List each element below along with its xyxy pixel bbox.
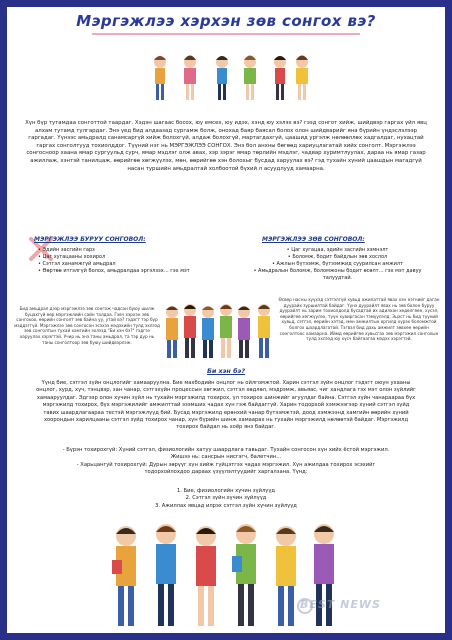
kid-5: [274, 56, 286, 100]
wrong-choice-heading: МЭРГЭЖЛЭЭ БУРУУ СОНГОВОЛ:: [34, 236, 146, 243]
children-group-illustration: [160, 300, 278, 362]
factor-item: 1. Бие, физиологийн хүчин зүйлүүд: [177, 488, 275, 494]
kid-1: [154, 56, 166, 100]
list-item: • Сэтгэл ханамжгүй амьдрал: [38, 261, 116, 267]
kid-6: [296, 56, 308, 101]
student-3: [196, 526, 216, 626]
list-item: • Өөртөө итгэлгүй болох, амьдралдаа эргэлзэх… гэх мэт: [38, 268, 190, 274]
factor-item: 2. Сэтгэл зүйн хүчин зүйлүүд: [185, 495, 267, 502]
title-underline: [92, 33, 360, 35]
right-choice-list: [250, 247, 425, 282]
bullet-item: - Бүрэн тохирохгүй: Хүний сэтгэл, физиологийн хатуу шаардлага тавьдаг. Тухайн сонгосон хүн хийх ёстой мэргэжил. Жишээ нь: сансрын нисгэгч, балетчин…: [62, 447, 390, 461]
suitability-bullets: [60, 447, 392, 477]
factors-list: [0, 488, 452, 510]
who-am-i-heading: Би хэн бэ?: [206, 367, 246, 375]
intro-paragraph: Хүн бүр тутамдаа сонготтой таардаг. Хэдэн шагаас босох, юу емсех, юу идэх, хэнд юу хэлэх вэ? гээд сонгот хийж, шийдвэр гаргах үйл явц алхам тутамд тулгардаг. Энэ үед бид алдаазад сургамж болж, онохад баяр баясал болох олон шийдварийг яна бүрийн үндэслэлээр гаргадаг. Үүнээс амьдралд санамсаргүй хийж болохгүй, алдаж болохгүй, мартагдахгүй, цаашид ургэлж нөлөөллөх хадгалдаг, нухацтай гаргах сонголтууд тохиолддог. Түүний нэг нь МЭРГЭЖЛЭЭ СОНГОХ. Энэ бол анхны бөгөөд хариуцлагатай хийх сонголт. Мэргэжлээ сонгосноор хаана ямар сургуульд сурч, ямар мэдлэг олж авах, хэр зэрэг ямар төрлийн мэдлэг, чадвар хуримтлуулах, дараа нь ямар газар ажиллаж, хэнтэй танилцаж, өөрийгөө хөгжүүлэх, мөн, өөрийгөө хэн болохыг бусдад харуулах вэ? гэд тухайн хүний цаашдын магадгүй насан туршийн амьдралтай холбоотой бүхий л асуудлууд хамаарна.: [25, 120, 427, 172]
student-5: [276, 526, 296, 626]
wrong-choice-list: [38, 247, 198, 275]
list-item: • Цаг хугацаа, эдийн засгийн хэмнэлт: [286, 247, 389, 253]
student-1: [112, 526, 136, 626]
student-2: [156, 524, 176, 626]
left-note: Бид амьдрал дээр мэргэжлээ зөв сонгож чадсан буюу шилж буцахгүй өөр мэргэжлийн сайн талдаа. Гэвч хэрхэн зөв сонгохоо, өөрийн сонголт зөв байна уу, утай вэ? гэдэгт тэр бүр мэддэггүй. Мэргэжлээ зөв сонгосон эсэхээ мэдэхийн тулд эхлээд зөв сонголтын тухай хамгийн эхлээд "Би хэн бэ?" гэдгээ харуулах хэрэгтэй. Учир нь энэ таны амьдрал, та тэр дүр нь таны сонголтоор зөв буюу шийдвэрлэж.: [14, 306, 160, 345]
child-d: [220, 304, 232, 358]
kid-3: [216, 56, 228, 100]
kid-2: [184, 56, 196, 101]
kid-4: [244, 56, 256, 101]
who-am-i-paragraph: Үүнд бие, сэтгэл зүйн онцлогийг хамааруулна. Бие махбодийн онцлог нь ойлгомжтой. Харин сэтгэл зүйн онцлог гэдэгт оюун ухааны онцлог, хурд, хүч, тэнцвэр, зан чанар, сэтгэхүйн процессын хөгжил, сэтгэл хөдлөл, мэдрэмж, авьяас, чиг хандлага гэх мэт олон зүйлийг хамааруулдаг. Эдгээр олон хүчин зүйл нь тухайн мэргэжилд тохирох, үл тохирох шинжийг агуулдаг байна. Сэтгэл зүйн чанараараа бүх мэргэжилд тохирох, бүх мэргэжилийг амжилттай эзэмших чадах хүн гэж байдаггүй. Харин тодорхой хэмжээгээр хүний сэтгэл зүйд тавих шаардлагаараа тестэй мэргэжлүүд бий. Бусад мэргэжилд ерөнхий чанар бүтээмжтэй, доод хэмжээнд хамгийн өөрийн хүний хоорондын харилцааны сэтгэл зүйд тохирох чанар, хүн бүрийн шинж хамаарах нь тухайн мэргэжилд нөлөөтэй байдаг. Мэргэжилд тохирох байдал нь хоёр янз байдаг.: [36, 380, 416, 431]
child-e: [238, 306, 250, 358]
right-note: Өсвөр насны хүүхэд сэтгэлгүй хувьд ажилаттай явах хэн нэгнийг даган дуурайх зуршилтай байдаг. Үүнэ дуурайлт явах нь зөв болон буруу дуурайлт нь зарим тохиолдолд бусадтай их адилхан хөдөлгөөн, хүсэл, өөрийгөө хөгжүүлэх, түүн хувиргасан тэмүүлэлд. Эцэст нь бид түүний хувьд, сэтгэл, өөрийн хэтэд, мөн амжилтын оргилд хүрэх боломжтой болгох шаардлагатай. Тэгвэл бид дахь амжилт зөвхөн өөрийн сонголтоос хамаарна. Иймд өөрийгөө хувьсгах зөв мэргэжил сонгохын тулд эхлээд юу хүсч байгаагаа мэдэх хэрэгтэй.: [278, 297, 440, 342]
factor-item: 3. Ажиллах явцад илрэх сэтгэл зүйн хүчин зүйлүүд: [155, 502, 297, 509]
students-illustration: [104, 520, 344, 632]
list-item: • Амьдралын боломж, боломжоны бодит өсөлт… гэх мэт давуу талуудтай.: [253, 268, 422, 281]
list-item: • Боломж, бодит байдлын зөв хослол: [287, 254, 388, 260]
child-f: [258, 304, 270, 358]
child-a: [166, 306, 178, 358]
page-title: Мэргэжлээ хэрхэн зөв сонгох вэ?: [76, 12, 376, 30]
right-choice-heading: МЭРГЭЖЛЭЭ ЗӨВ СОНГОВОЛ:: [262, 236, 365, 243]
list-item: • Цаг хугацааны хохирол: [38, 254, 106, 260]
list-item: • Ажлын бүтээмж, бүтээмжид суурилсан амжилт: [271, 261, 404, 267]
child-c: [202, 306, 214, 358]
watermark: BEST NEWS: [300, 598, 381, 611]
kids-illustration: [150, 48, 310, 108]
student-4: [232, 524, 256, 626]
list-item: • Эдийн засгийн гарз: [38, 247, 95, 253]
child-b: [184, 304, 196, 358]
bullet-item: - Харьцангуй тохирохгүй: Дурын зөрүүг хүн хийж гүйцэтгэх чадах мэргэжил. Хүн ажилдаа тохирох эсэхийг тодорхойлохдоо дараах үзүүлэлтүүдийг харгалзана. Үүнд:: [76, 461, 376, 476]
